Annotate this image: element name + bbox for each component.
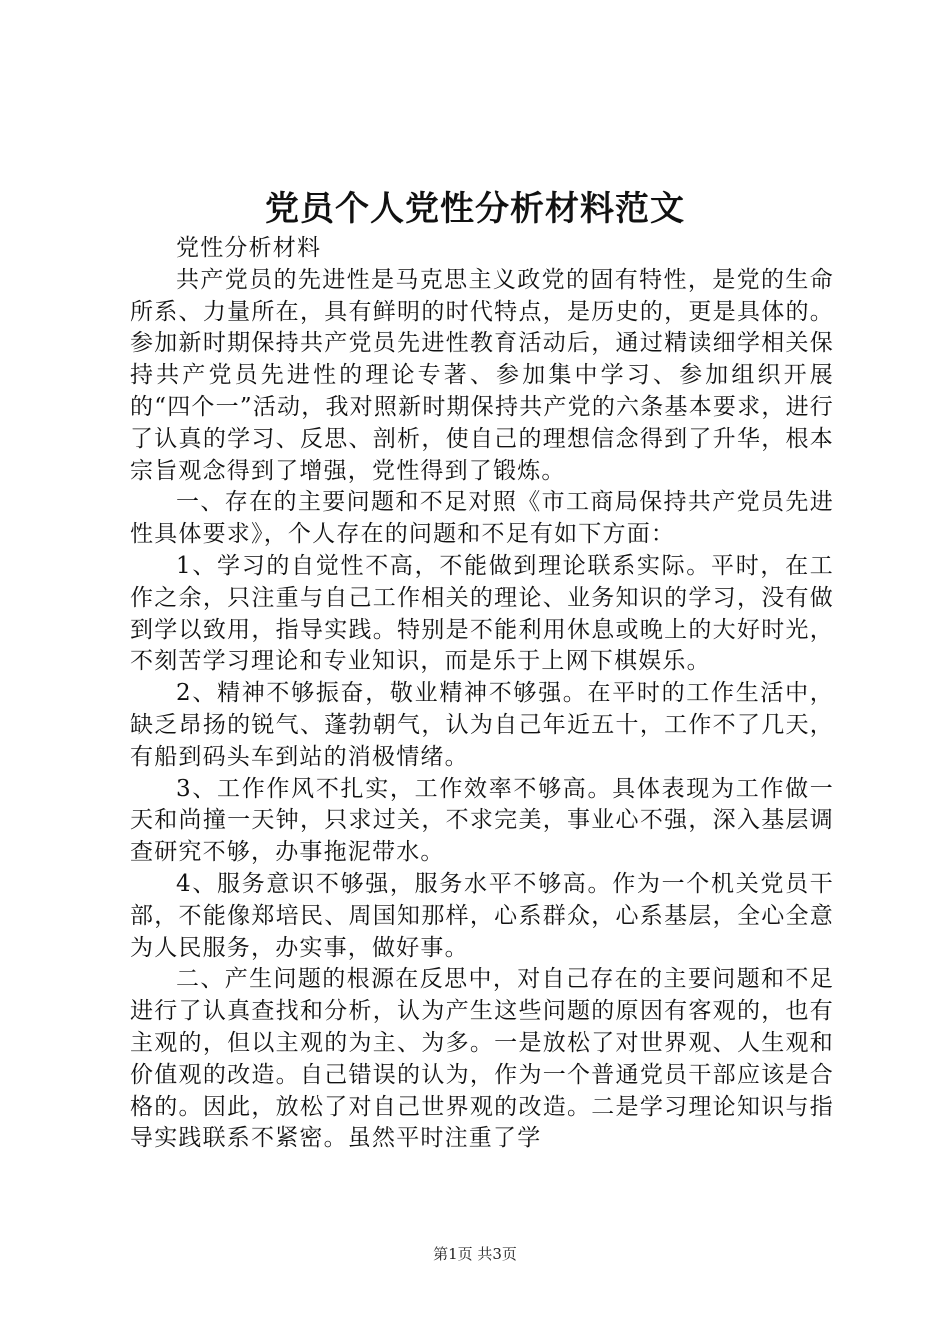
paragraph-intro: 共产党员的先进性是马克思主义政党的固有特性，是党的生命所系、力量所在，具有鲜明的时代特点，是历史的，更是具体的。参加新时期保持共产党员先进性教育活动后，通过精读细学相关保持共产党员先进性的理论专著、参加集中学习、参加组织开展的“四个一”活动，我对照新时期保持共产党的六条基本要求，进行了认真的学习、反思、剖析，使自己的理想信念得到了升华，根本宗旨观念得到了增强，党性得到了锻炼。 <box>130 266 834 484</box>
page-footer: 第1页 共3页 <box>433 1245 517 1263</box>
paragraph-item-3: 3、工作作风不扎实，工作效率不够高。具体表现为工作做一天和尚撞一天钟，只求过关，不求完美，事业心不强，深入基层调查研究不够，办事拖泥带水。 <box>130 775 834 866</box>
section-subtitle: 党性分析材料 <box>176 235 322 261</box>
paragraph-section-one-heading: 一、存在的主要问题和不足对照《市工商局保持共产党员先进性具体要求》，个人存在的问题和不足有如下方面： <box>130 489 834 548</box>
paragraph-item-1: 1、学习的自觉性不高，不能做到理论联系实际。平时，在工作之余，只注重与自己工作相关的理论、业务知识的学习，没有做到学以致用，指导实践。特别是不能利用休息或晚上的大好时光，不刻苦学习理论和专业知识，而是乐于上网下棋娱乐。 <box>130 552 834 675</box>
paragraph-item-2: 2、精神不够振奋，敬业精神不够强。在平时的工作生活中，缺乏昂扬的锐气、蓬勃朝气，认为自己年近五十，工作不了几天，有船到码头车到站的消极情绪。 <box>130 680 834 770</box>
paragraph-section-two: 二、产生问题的根源在反思中，对自己存在的主要问题和不足进行了认真查找和分析，认为产生这些问题的原因有客观的，也有主观的，但以主观的为主、为多。一是放松了对世界观、人生观和价值观的改造。自己错误的认为，作为一个普通党员干部应该是合格的。因此，放松了对自己世界观的改造。二是学习理论知识与指导实践联系不紧密。虽然平时注重了学 <box>130 966 834 1152</box>
paragraph-item-4: 4、服务意识不够强，服务水平不够高。作为一个机关党员干部，不能像郑培民、周国知那样，心系群众，心系基层，全心全意为人民服务，办实事，做好事。 <box>130 870 834 961</box>
document-title: 党员个人党性分析材料范文 <box>265 189 685 229</box>
document-body <box>130 233 834 1155</box>
